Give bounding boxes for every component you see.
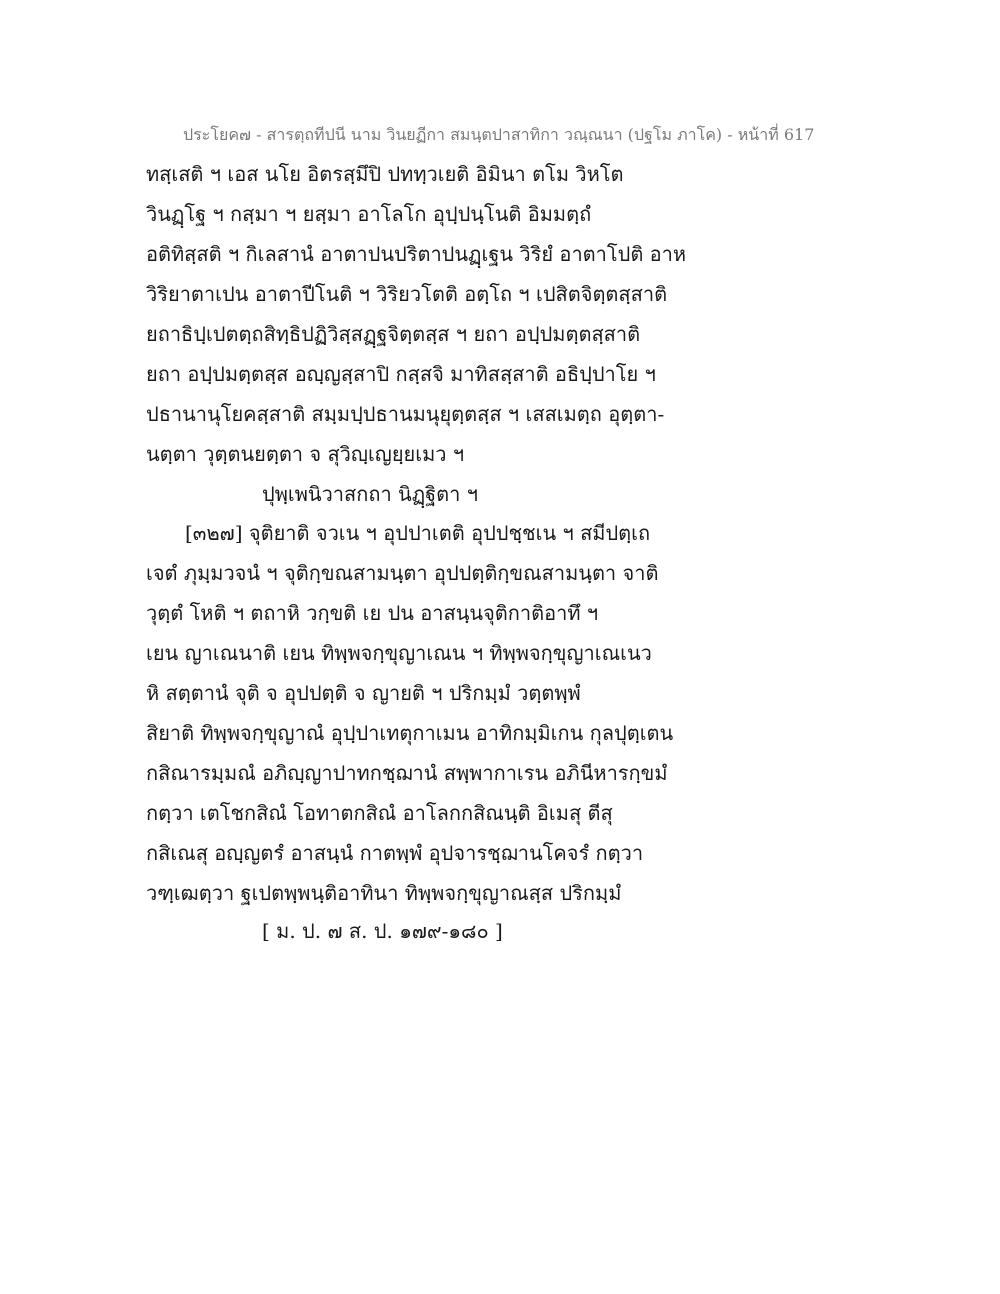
text-line: นตฺตา วุตฺตนยตฺตา จ สุวิญฺเญยฺยเมว ฯ — [146, 442, 465, 466]
text-line: ทสฺเสติ ฯ เอส นโย อิตรสฺมึปิ ปททฺวเยติ อิมินา ตโม วิหโต — [146, 162, 624, 186]
text-line: วินฏฺโฐ ฯ กสฺมา ฯ ยสฺมา อาโลโก อุปฺปนฺโนติ อิมมตฺถํ — [146, 202, 592, 226]
text-line: เยน ญาเณนาติ เยน ทิพฺพจกฺขุญาเณน ฯ ทิพฺพจกฺขุญาเณเนว — [146, 641, 652, 665]
text-line: วิริยาตาเปน อาตาปีโนติ ฯ วิริยวโตติ อตฺโถ ฯ เปสิตจิตฺตสฺสาติ — [146, 282, 668, 306]
text-line: หิ สตฺตานํ จุติ จ อุปปตฺติ จ ญายติ ฯ ปริกมฺมํ วตฺตพฺพํ — [146, 681, 581, 705]
text-line: วฑฺเฒตฺวา ฐเปตพฺพนฺติอาทินา ทิพฺพจกฺขุญาณสฺส ปริกมฺมํ — [146, 881, 622, 905]
text-line: ยถาธิปฺเปตตฺถสิทฺธิปฏิวิสฺสฏฺฐจิตฺตสฺส ฯ ยถา อปฺปมตฺตสฺสาติ — [146, 322, 641, 346]
text-line: อติทิสฺสติ ฯ กิเลสานํ อาตาปนปริตาปนฏฺเฐน วิริยํ อาตาโปติ อาห — [146, 242, 687, 266]
text-line: [๓๒๗] จุติยาติ จวเน ฯ อุปปาเตติ อุปปชฺชเน ฯ สมีปตฺเถ — [185, 521, 651, 545]
page-header: ประโยค๗ - สารตฺถทีปนี นาม วินยฏีกา สมนฺตปาสาทิกา วณฺณนา (ปฐโม ภาโค) - หน้าที่ 617 — [183, 125, 815, 144]
reference-citation: [ ม. ป. ๗ ส. ป. ๑๗๙-๑๘๐ ] — [262, 919, 503, 943]
text-line: กสิเณสุ อญฺญตรํ อาสนฺนํ กาตพฺพํ อุปจารชฺฌานโคจรํ กตฺวา — [146, 841, 644, 865]
text-line: วุตฺตํ โหติ ฯ ตถาหิ วกฺขติ เย ปน อาสนฺนจุติกาติอาทึ ฯ — [146, 601, 599, 625]
text-line: เจตํ ภุมฺมวจนํ ฯ จุติกฺขณสามนฺตา อุปปตฺติกฺขณสามนฺตา จาติ — [146, 561, 659, 585]
text-line: ปธานานุโยคสฺสาติ สมฺมปฺปธานมนุยุตฺตสฺส ฯ เสสเมตฺถ อุตฺตา- — [146, 402, 665, 426]
section-end-heading: ปุพฺเพนิวาสกถา นิฏฺฐิตา ฯ — [262, 482, 478, 506]
text-line: กสิณารมฺมณํ อภิญฺญาปาทกชฺฌานํ สพฺพากาเรน อภินีหารกฺขมํ — [146, 761, 668, 785]
text-line: ยถา อปฺปมตฺตสฺส อญฺญสฺสาปิ กสฺสจิ มาทิสสฺสาติ อธิปฺปาโย ฯ — [146, 362, 656, 386]
text-line: กตฺวา เตโชกสิณํ โอทาตกสิณํ อาโลกกสิณนฺติ อิเมสุ ตีสุ — [146, 801, 613, 825]
text-line: สิยาติ ทิพฺพจกฺขุญาณํ อุปฺปาเทตุกาเมน อาทิกมฺมิเกน กุลปุตฺเตน — [146, 721, 674, 745]
